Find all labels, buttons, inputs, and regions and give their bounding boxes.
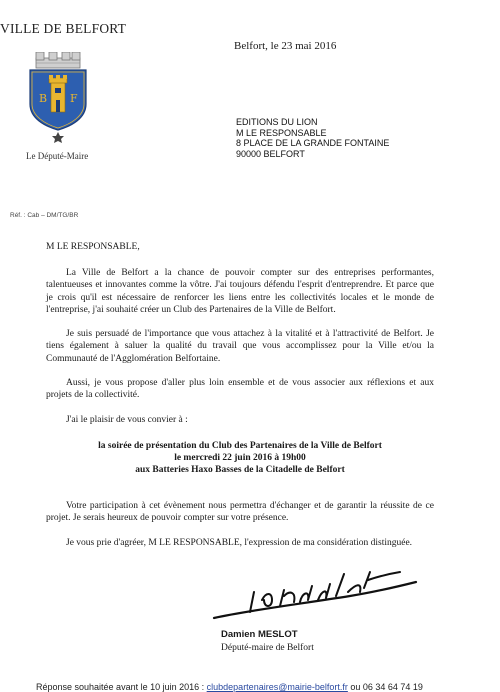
rsvp-prefix: Réponse souhaitée avant le 10 juin 2016 : — [36, 682, 205, 692]
event-title: la soirée de présentation du Club des Partenaires de la Ville de Belfort — [98, 441, 382, 451]
paragraph — [46, 267, 434, 317]
paragraph-text: Je vous prie d'agréer, M LE RESPONSABLE, l'expression de ma considération distinguée. — [66, 538, 413, 548]
signer-title: Député-maire de Belfort — [221, 643, 314, 653]
paragraph — [46, 500, 434, 525]
paragraph-text: La Ville de Belfort a la chance de pouvoir compter sur des entreprises performantes, talentueuses et innovantes comme la vôtre. J'ai toujours défendu l'esprit d'entreprendre. Et parce que je crois qu'il est nécessaire de renforcer les liens entre les collectivités locales et le monde de l'entreprise, j'ai souhaité créer un Club des Partenaires de la Ville de Belfort. — [46, 268, 434, 316]
salutation: M LE RESPONSABLE, — [46, 242, 140, 252]
recipient-line: 8 PLACE DE LA GRANDE FONTAINE — [236, 138, 390, 148]
paragraph — [46, 328, 434, 365]
event-location: aux Batteries Haxo Basses de la Citadelle de Belfort — [135, 465, 345, 475]
handwritten-signature — [210, 566, 422, 626]
crest-letter-f: F — [70, 92, 78, 105]
recipient-line: EDITIONS DU LION — [236, 117, 318, 127]
rsvp-email-link[interactable]: clubdepartenaires@mairie-belfort.fr — [206, 682, 348, 692]
paragraph — [46, 377, 434, 402]
paragraph-text: Je suis persuadé de l'importance que vous attachez à la vitalité et à l'attractivité de Belfort. Je tiens également à saluer la qualité du travail que vous accomplissez pour la Ville et/ou la Communauté de l'Agglomération Belfortaine. — [46, 329, 434, 364]
paragraph-text: J'ai le plaisir de vous convier à : — [66, 415, 188, 425]
rsvp-phone: ou 06 34 64 74 19 — [350, 682, 423, 692]
recipient-address — [236, 117, 389, 159]
rsvp-footer — [36, 682, 423, 692]
event-details — [46, 440, 434, 476]
paragraph-text: Aussi, je vous propose d'aller plus loin ensemble et de vous associer aux réflexions et aux projets de la collectivité. — [46, 378, 434, 401]
signer-name: Damien MESLOT — [221, 629, 298, 640]
crest-letter-b: B — [39, 92, 48, 105]
recipient-line: 90000 BELFORT — [236, 148, 305, 159]
paragraph — [46, 537, 434, 549]
coat-of-arms-icon — [26, 52, 90, 144]
reference-code: Réf. : Cab – DM/TG/BR — [10, 212, 79, 219]
event-date: le mercredi 22 juin 2016 à 19h00 — [174, 453, 306, 463]
city-header: VILLE DE BELFORT — [0, 21, 127, 36]
recipient-line: M LE RESPONSABLE — [236, 127, 327, 138]
paragraph — [46, 414, 434, 426]
deputy-mayor-label: Le Député-Maire — [26, 151, 89, 161]
letter-date: Belfort, le 23 mai 2016 — [234, 40, 337, 52]
paragraph-text: Votre participation à cet évènement nous permettra d'échanger et de garantir la réussite de ce projet. Je serais heureux de pouvoir compter sur votre présence. — [46, 501, 434, 524]
